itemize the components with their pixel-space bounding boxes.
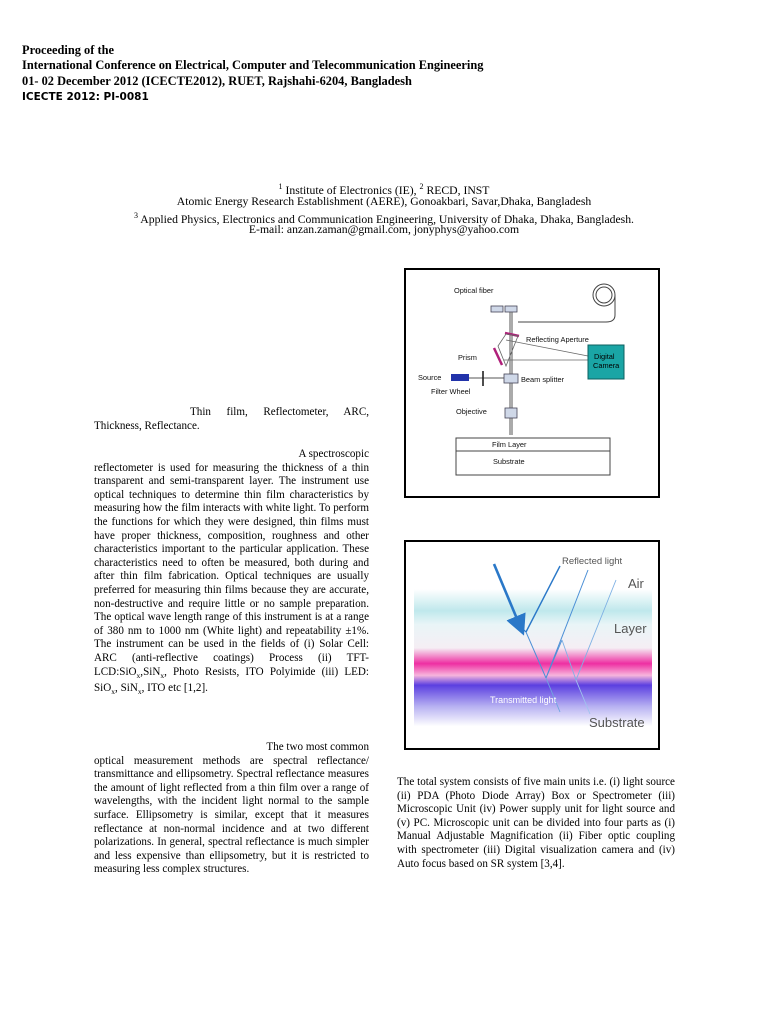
methods-lead: The two most common <box>266 741 369 753</box>
prism-label: Prism <box>458 353 477 362</box>
paper-code: ICECTE 2012: PI-0081 <box>22 91 149 103</box>
system-description-paragraph: The total system consists of five main units i.e. (i) light source (ii) PDA (Photo Diode Array) Box or Spectrometer (iii) Microscopic Unit (iv) Power supply unit for light source and (v) PC. Microscopic unit can be divided into four parts as (i) Manual Adjustable Magnification (ii) Fiber optic coupling with spectrometer (iii) Digital visualization camera and (iv) Auto focus based on SR system [3,4]. <box>397 776 675 870</box>
layer-label: Layer <box>614 621 647 636</box>
subscript: x <box>160 670 165 680</box>
reflectometer-diagram <box>406 270 658 496</box>
author-email: E-mail: anzan.zaman@gmail.com, jonyphys@yahoo.com <box>248 223 520 236</box>
methods-paragraph <box>94 741 369 877</box>
subscript: x <box>137 687 142 697</box>
subscript: x <box>111 687 116 697</box>
fiber-connector <box>505 306 517 312</box>
optical-fiber-label: Optical fiber <box>454 286 494 295</box>
prism-icon <box>494 348 502 365</box>
fiber-connector <box>491 306 503 312</box>
air-label: Air <box>628 576 644 591</box>
figure-thin-film-reflection <box>404 540 660 750</box>
beam-splitter-label: Beam splitter <box>521 375 565 384</box>
intro-body: , Photo Resists, ITO Polyimide (iii) LED: SiO <box>94 665 369 695</box>
reflecting-aperture-label: Reflecting Aperture <box>526 335 589 344</box>
substrate-label-2: Substrate <box>589 715 645 730</box>
film-layer-label: Film Layer <box>492 440 527 449</box>
reflected-light-label: Reflected light <box>562 556 623 567</box>
introduction-paragraph <box>94 448 369 699</box>
filter-wheel-label: Filter Wheel <box>431 387 471 396</box>
film-layer-box <box>456 438 610 451</box>
proceeding-title: Proceeding of the <box>22 43 114 57</box>
affiliation-text: Institute of Electronics (IE), <box>282 183 420 197</box>
reflection-diagram <box>406 542 658 748</box>
affiliation-marker: 2 <box>419 182 424 191</box>
film-layers-gradient <box>414 546 652 742</box>
substrate-box <box>456 451 610 475</box>
camera-label: Camera <box>593 361 620 370</box>
affiliation-marker: 3 <box>134 211 139 220</box>
figure-reflectometer-setup <box>404 268 660 498</box>
objective-icon <box>505 408 517 418</box>
intro-body: ,SiN <box>140 665 161 678</box>
substrate-label: Substrate <box>493 457 525 466</box>
digital-label: Digital <box>594 352 615 361</box>
affiliation-text: Applied Physics, Electronics and Communication Engineering, University of Dhaka, Dhaka, Bangladesh. <box>138 212 634 226</box>
methods-body: optical measurement methods are spectral reflectance/ transmittance and ellipsometry. Spectral reflectance measures the amount of light reflected from a thin film over a range of wavelengths, with the incident light normal to the sample surface. Ellipsometry is similar, except that it measures reflectance at non-normal incidence and at two different polarizations. In general, spectral reflectance is much simpler and less expensive than ellipsometry, but it is restricted to measuring less complex structures. <box>94 754 369 876</box>
intro-body: reflectometer is used for measuring the thickness of a thin transparent and semi-transparent layer. The instrument use optical techniques to determine thin film characteristics by measuring how the film interacts with white light. To perform the functions for which they were designed, thin films must have proper thickness, composition, roughness and other characteristics important to the particular application. These characteristics need to often be measured, both during and after thin film fabrication. Optical techniques are usually preferred for measuring thin films because they are accurate, non-destructive and require little or no sample preparation. The optical wave length range of this instrument is at a range of 380 nm to 1000 nm (White light) and repeatability ±1%. The instrument can be used in the fields of (i) Solar Cell: ARC (anti-reflective coatings) Process (ii) TFT-LCD:SiO <box>94 461 369 678</box>
intro-lead: A spectroscopic <box>298 448 369 460</box>
source-label: Source <box>418 373 442 382</box>
objective-label: Objective <box>456 407 487 416</box>
keywords-paragraph: Thin film, Reflectometer, ARC, Thickness, Reflectance. <box>94 406 369 432</box>
affiliation-marker: 1 <box>278 182 283 191</box>
intro-body: , SiN <box>115 682 138 695</box>
light-source-icon <box>451 374 469 381</box>
affiliation-line-2: Atomic Energy Research Establishment (AERE), Gonoakbari, Savar,Dhaka, Bangladesh <box>176 195 592 208</box>
transmitted-light-label: Transmitted light <box>490 695 557 705</box>
conference-name: International Conference on Electrical, Computer and Telecommunication Engineering <box>22 58 484 72</box>
intro-body: , ITO etc [1,2]. <box>141 682 208 695</box>
conference-date-venue: 01- 02 December 2012 (ICECTE2012), RUET, Rajshahi-6204, Bangladesh <box>22 74 412 88</box>
subscript: x <box>136 670 141 680</box>
fiber-line <box>518 295 615 322</box>
beam-splitter-icon <box>504 374 518 383</box>
affiliation-text: RECD, INST <box>423 183 490 197</box>
fiber-coil <box>596 287 612 303</box>
